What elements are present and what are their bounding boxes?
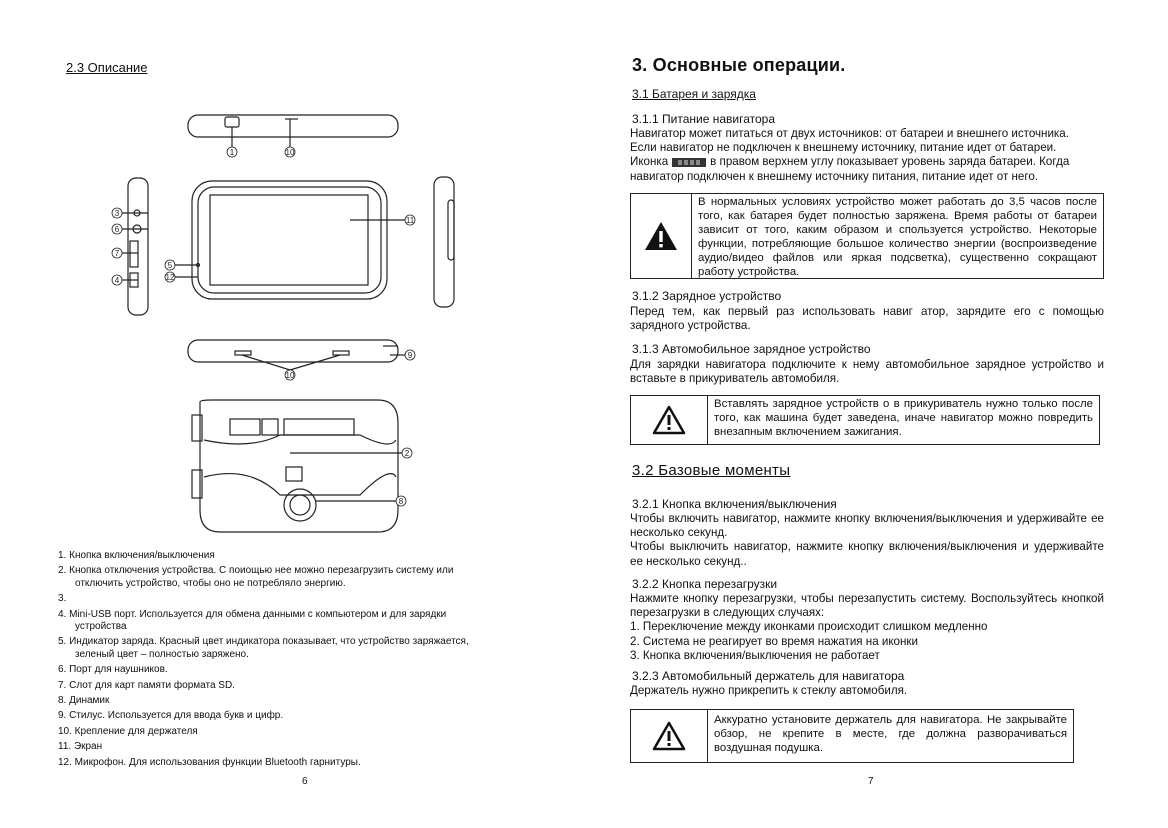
warning-icon xyxy=(631,194,692,278)
device-diagram xyxy=(100,105,480,545)
device-top-view xyxy=(188,115,398,137)
list-item: 9. Стилус. Используется для ввода букв и цифр. xyxy=(58,710,284,722)
section-3-2-1-body: Чтобы включить навигатор, нажмите кнопку включения/выключения и удерживайте ее несколько секунд. Чтобы выключить навигатор, нажмите кнопку включения/выключения и удерживайте ее несколько секунд.. xyxy=(630,512,1104,568)
list-item: 3. xyxy=(58,593,67,605)
warning-text: В нормальных условиях устройство может работать до 3,5 часов после того, как батарея будет полностью заряжена. Время работы от батареи зависит от того, каким образом и спользуется устройство. Некоторые функции, потребляющие большое количество энергии (воспроизведение аудио/видео файлов или яркая подсветка), существенно сокращают работу устройства. xyxy=(698,196,1097,278)
callout-3 xyxy=(112,208,122,218)
device-right-side-view xyxy=(434,177,454,307)
speaker-grille xyxy=(284,489,316,521)
callout-7 xyxy=(112,248,122,258)
callout-9 xyxy=(405,350,415,360)
list-item: 7. Слот для карт памяти формата SD. xyxy=(58,679,235,691)
left-section-heading: 2.3 Описание xyxy=(66,60,148,75)
callout-2 xyxy=(402,448,412,458)
svg-text:9: 9 xyxy=(407,351,413,360)
svg-text:10: 10 xyxy=(285,371,295,380)
device-bottom-view xyxy=(188,340,398,362)
section-3-1-1-body: Навигатор может питаться от двух источников: от батареи и внешнего источника. Если навигатор не подключен к внешнему источнику, питание идет от батареи. Иконка в правом верхнем углу показывает уровень заряда батареи. Когда навигатор подключен к внешнему источнику питания, питание идет от него. xyxy=(630,127,1070,183)
warning-box-car-charger xyxy=(630,395,1100,445)
svg-text:4: 4 xyxy=(114,276,120,285)
device-front-view xyxy=(192,181,387,299)
svg-text:2: 2 xyxy=(404,449,410,458)
device-screen xyxy=(210,195,368,285)
section-3-1-2-body: Перед тем, как первый раз использовать навиг атор, зарядите его с помощью зарядного устройства. xyxy=(630,305,1104,333)
section-3-2-3: 3.2.3 Автомобильный держатель для навигатора xyxy=(632,669,905,683)
list-item: 6. Порт для наушников. xyxy=(58,664,168,676)
battery-icon xyxy=(672,158,706,167)
section-3-2-3-body: Держатель нужно прикрепить к стеклу автомобиля. xyxy=(630,684,908,697)
component-list xyxy=(58,548,548,770)
list-item: 4. Mini-USB порт. Используется для обмена данными с компьютером и для зарядки xyxy=(58,608,447,620)
list-item: 12. Микрофон. Для использования функции Bluetooth гарнитуры. xyxy=(58,756,361,768)
section-3-1: 3.1 Батарея и зарядка xyxy=(632,87,756,101)
section-3-1-1: 3.1.1 Питание навигатора xyxy=(632,112,776,126)
list-item-cont: устройства xyxy=(75,621,127,633)
callout-6 xyxy=(112,224,122,234)
section-3-2-2-body: Нажмите кнопку перезагрузки, чтобы перезапустить систему. Воспользуйтесь кнопкой перезагрузки в следующих случаях: 1. Переключение между иконками происходит слишком медленно 2. Система не реагирует во время нажатия на иконки 3. Кнопка включения/выключения не работает xyxy=(630,592,1104,662)
svg-text:12: 12 xyxy=(165,273,175,282)
list-item: 10. Крепление для держателя xyxy=(58,725,198,737)
list-item: 11. Экран xyxy=(58,741,103,753)
callout-8 xyxy=(396,496,406,506)
svg-text:7: 7 xyxy=(114,249,120,258)
svg-text:11: 11 xyxy=(405,216,415,225)
section-3-2-1: 3.2.1 Кнопка включения/выключения xyxy=(632,497,837,511)
list-item: 5. Индикатор заряда. Красный цвет индикатора показывает, что устройство заряжается, xyxy=(58,636,469,648)
warning-text: Вставлять зарядное устройств о в прикуриватель нужно только после того, как машина будет заведена, иначе навигатор можно повредить внезапным включением зажигания. xyxy=(714,398,1093,438)
callout-4 xyxy=(112,275,122,285)
section-3-2: 3.2 Базовые моменты xyxy=(632,462,791,479)
warning-box-battery xyxy=(630,193,1104,279)
callout-10-bottom xyxy=(285,370,295,380)
left-page-number: 6 xyxy=(302,776,308,787)
svg-text:8: 8 xyxy=(398,497,404,506)
callout-5 xyxy=(165,260,175,270)
list-item: 1. Кнопка включения/выключения xyxy=(58,550,215,561)
section-3-1-3: 3.1.3 Автомобильное зарядное устройство xyxy=(632,342,871,356)
svg-text:1: 1 xyxy=(229,148,235,157)
right-page-number: 7 xyxy=(868,776,874,787)
warning-icon xyxy=(631,710,708,762)
warning-icon xyxy=(631,396,708,444)
svg-text:10: 10 xyxy=(285,148,295,157)
callout-10 xyxy=(285,147,295,157)
warning-text: Аккуратно установите держатель для навигатора. Не закрывайте обзор, не крепите в месте, где должна разворачиваться воздушная подушка. xyxy=(714,714,1067,754)
list-item: 2. Кнопка отключения устройства. С поиощью нее можно перезагрузить систему или xyxy=(58,565,454,577)
list-item: 8. Динамик xyxy=(58,695,110,707)
callout-1 xyxy=(227,147,237,157)
section-3-2-2: 3.2.2 Кнопка перезагрузки xyxy=(632,577,778,591)
svg-text:5: 5 xyxy=(167,261,173,270)
callout-11 xyxy=(405,215,415,225)
list-item-cont: зеленый цвет – полностью заряжено. xyxy=(75,648,249,660)
warning-box-holder xyxy=(630,709,1074,763)
section-3-1-2: 3.1.2 Зарядное устройство xyxy=(632,289,782,303)
svg-text:3: 3 xyxy=(114,209,120,218)
callout-12 xyxy=(165,272,175,282)
section-3-1-3-body: Для зарядки навигатора подключите к нему автомобильное зарядное устройство и вставьте в прикуриватель автомобиля. xyxy=(630,358,1104,386)
svg-text:6: 6 xyxy=(114,225,120,234)
list-item-cont: отключить устройство, чтобы оно не потребляло энергию. xyxy=(75,577,346,589)
page-title: 3. Основные операции. xyxy=(632,55,846,75)
